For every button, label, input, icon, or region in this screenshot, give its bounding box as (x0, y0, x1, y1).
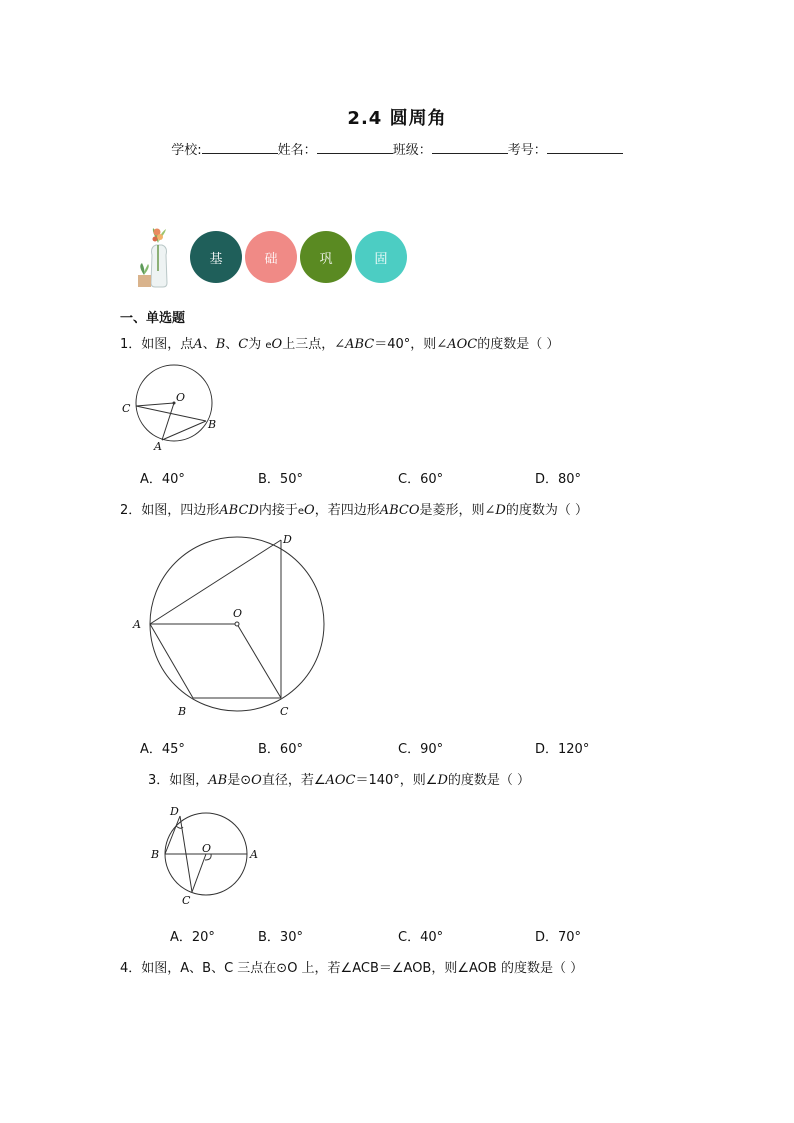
name-blank (317, 141, 393, 154)
plant-vase-icon (136, 225, 180, 289)
figure-q1 (118, 360, 228, 455)
q3-option-c[interactable]: C．40° (398, 930, 444, 945)
svg-text:O: O (202, 842, 212, 855)
badge-1: 基 (190, 231, 242, 283)
exam-blank (547, 141, 623, 154)
q2-option-a[interactable]: A．45° (140, 742, 185, 757)
svg-text:C: C (122, 402, 131, 415)
svg-text:D: D (170, 805, 179, 818)
svg-text:B: B (151, 848, 160, 861)
svg-text:C: C (182, 894, 191, 907)
q1-option-c[interactable]: C．60° (398, 472, 444, 487)
svg-text:O: O (233, 607, 243, 620)
class-label: 班级： (392, 143, 432, 158)
q1-option-b[interactable]: B．50° (258, 472, 303, 487)
class-blank (432, 141, 508, 154)
section-badges (136, 225, 407, 289)
question-2: 2．如图，四边形ABCD内接于eO，若四边形ABCO是菱形，则∠D的度数为（ ） (120, 503, 588, 518)
badge-2: 础 (245, 231, 297, 283)
q3-option-b[interactable]: B．30° (258, 930, 303, 945)
svg-text:C: C (280, 705, 289, 718)
q1-option-d[interactable]: D．80° (535, 472, 582, 487)
school-blank (202, 141, 278, 154)
svg-text:A: A (154, 440, 162, 453)
school-label: 学校: (171, 143, 202, 158)
svg-text:O: O (176, 391, 186, 404)
badge-4: 固 (355, 231, 407, 283)
question-3: 3．如图，AB是⊙O直径，若∠AOC＝140°，则∠D的度数是（ ） (148, 773, 531, 788)
section-title: 一、单选题 (120, 311, 186, 326)
q2-option-d[interactable]: D．120° (535, 742, 590, 757)
question-1: 1．如图，点A、B、C为 eO上三点，∠ABC＝40°，则∠AOC的度数是（ ） (120, 337, 560, 352)
q2-option-b[interactable]: B．60° (258, 742, 303, 757)
name-label: 姓名： (277, 143, 317, 158)
svg-text:D: D (283, 533, 292, 546)
svg-text:B: B (178, 705, 187, 718)
q1-option-a[interactable]: A．40° (140, 472, 185, 487)
page-title: 2.4 圆周角 (347, 108, 447, 129)
figure-q3 (148, 800, 268, 910)
question-4: 4．如图，A、B、C 三点在⊙O 上，若∠ACB＝∠AOB，则∠AOB 的度数是（ ） (120, 961, 584, 976)
q3-option-a[interactable]: A．20° (170, 930, 215, 945)
badge-3: 巩 (300, 231, 352, 283)
figure-q2 (126, 528, 336, 723)
q2-option-c[interactable]: C．90° (398, 742, 444, 757)
exam-label: 考号： (507, 143, 547, 158)
svg-text:B: B (208, 418, 217, 431)
svg-text:A: A (133, 618, 141, 631)
student-info-line (0, 139, 794, 158)
svg-text:A: A (250, 848, 258, 861)
q3-option-d[interactable]: D．70° (535, 930, 582, 945)
